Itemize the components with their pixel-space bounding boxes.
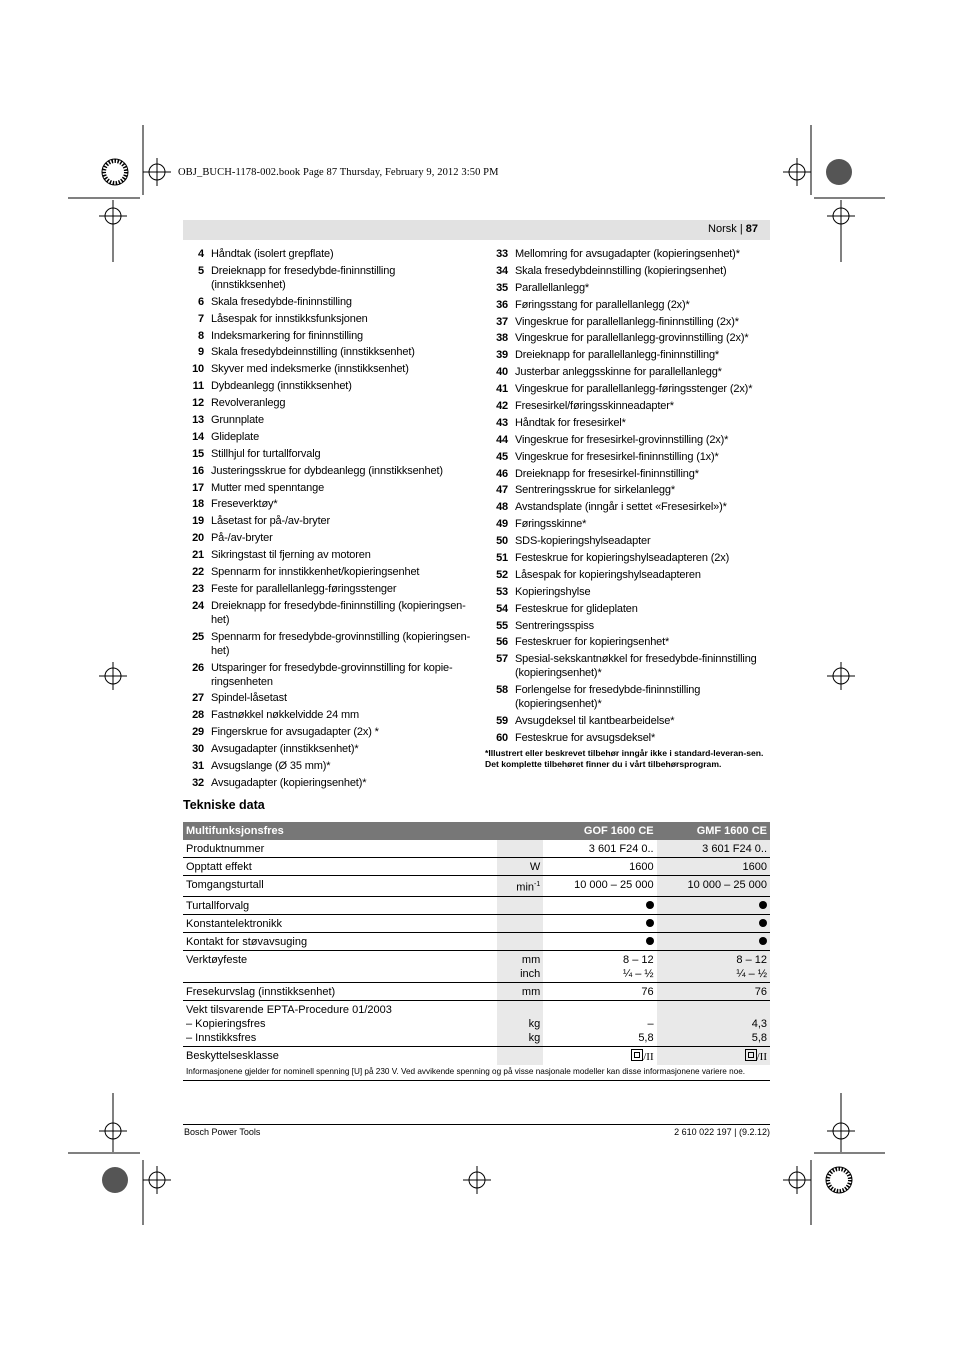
item-number: 43 bbox=[496, 416, 508, 429]
item-number: 9 bbox=[198, 346, 204, 359]
list-item bbox=[181, 464, 471, 478]
list-item bbox=[485, 467, 775, 481]
page-header: Norsk | 87 bbox=[708, 223, 758, 235]
bullet-icon bbox=[646, 901, 654, 909]
item-text: Mutter med spenntange bbox=[211, 481, 325, 494]
item-number: 20 bbox=[192, 532, 204, 545]
item-text: Glideplate bbox=[211, 430, 260, 443]
item-number: 11 bbox=[192, 380, 204, 393]
item-text: Låsespak for kopieringshylseadapteren bbox=[515, 568, 701, 581]
item-text: Vingeskrue for fresesirkel-grovinnstilling (2x)* bbox=[515, 433, 729, 446]
list-item bbox=[485, 365, 775, 379]
header-label: Multifunksjonsfres bbox=[183, 822, 497, 840]
value-b: 5,8 bbox=[638, 1031, 654, 1044]
row-unit bbox=[497, 840, 543, 858]
list-item bbox=[181, 742, 471, 756]
row-value-1: 1600 bbox=[543, 858, 656, 876]
list-item bbox=[485, 568, 775, 582]
item-number: 53 bbox=[496, 585, 508, 598]
row-value-2 bbox=[657, 914, 770, 932]
unit-inch: inch bbox=[520, 967, 541, 980]
item-number: 45 bbox=[496, 450, 508, 463]
row-label: Fresekurvslag (innstikksenhet) bbox=[183, 982, 497, 1000]
row-value-2 bbox=[657, 896, 770, 914]
item-number: 5 bbox=[198, 264, 204, 277]
list-item bbox=[181, 725, 471, 739]
row-value-2 bbox=[657, 1000, 770, 1046]
footnote: *Illustrert eller beskrevet tilbehør inngår ikke i standard-leveran-sen. Det komplette tilbehøret finner du i vårt tilbehørsprogram. bbox=[485, 747, 764, 770]
item-number: 27 bbox=[192, 692, 204, 705]
item-text: Skala fresedybde-fininnstilling bbox=[211, 295, 352, 308]
list-item bbox=[181, 264, 471, 292]
item-number: 19 bbox=[192, 515, 204, 528]
item-text: Avsugdeksel til kantbearbeidelse* bbox=[515, 715, 675, 728]
table-row bbox=[183, 914, 770, 932]
parts-list-right bbox=[485, 247, 775, 771]
item-text: Håndtak (isolert grepflate) bbox=[211, 248, 334, 260]
row-value-1 bbox=[543, 896, 656, 914]
item-number: 22 bbox=[192, 566, 204, 579]
row-value-2: 76 bbox=[657, 982, 770, 1000]
weight-label: Vekt tilsvarende EPTA-Procedure 01/2003 bbox=[186, 1003, 392, 1016]
item-number: 26 bbox=[192, 661, 204, 674]
row-unit bbox=[497, 876, 543, 897]
item-text: Vingeskrue for parallellanlegg-fininnstilling (2x)* bbox=[515, 315, 739, 328]
list-item bbox=[181, 447, 471, 461]
value-a: – bbox=[647, 1017, 654, 1030]
list-item bbox=[181, 362, 471, 376]
item-number: 15 bbox=[192, 447, 204, 460]
row-value-2 bbox=[657, 1046, 770, 1065]
item-number: 51 bbox=[496, 552, 508, 565]
item-number: 35 bbox=[496, 281, 508, 294]
item-text: Fresesirkel/føringsskinneadapter* bbox=[515, 400, 674, 413]
row-unit bbox=[497, 896, 543, 914]
item-text: Spesial-sekskantnøkkel for fresedybde-fininnstilling (kopieringsenhet)* bbox=[515, 653, 757, 680]
row-unit bbox=[497, 950, 543, 982]
row-label: Kontakt for støvavsuging bbox=[183, 932, 497, 950]
list-item bbox=[485, 416, 775, 430]
item-number: 49 bbox=[496, 518, 508, 531]
item-text: Håndtak for fresesirkel* bbox=[515, 416, 626, 429]
list-item bbox=[181, 565, 471, 579]
page-header-bar bbox=[183, 220, 770, 240]
item-text: Indeksmarkering for fininnstilling bbox=[211, 329, 364, 342]
item-text: Skala fresedybdeinnstilling (innstikksenhet) bbox=[211, 346, 415, 359]
item-number: 23 bbox=[192, 582, 204, 595]
list-item bbox=[485, 619, 775, 633]
item-number: 55 bbox=[496, 619, 508, 632]
row-label bbox=[183, 1000, 497, 1046]
unit-base: min bbox=[516, 881, 535, 894]
item-text: Låsespak for innstikksfunksjonen bbox=[211, 312, 368, 325]
item-number: 13 bbox=[192, 414, 204, 427]
row-value-1: 76 bbox=[543, 982, 656, 1000]
item-number: 38 bbox=[496, 332, 508, 345]
item-text: Spindel-låsetast bbox=[211, 692, 287, 705]
bullet-icon bbox=[759, 919, 767, 927]
item-text: Fingerskrue for avsugadapter (2x) * bbox=[211, 726, 379, 739]
list-item bbox=[485, 635, 775, 649]
row-label: Opptatt effekt bbox=[183, 858, 497, 876]
item-text: Fastnøkkel nøkkelvidde 24 mm bbox=[211, 709, 360, 722]
list-item bbox=[485, 483, 775, 497]
list-item bbox=[181, 430, 471, 444]
item-number: 42 bbox=[496, 400, 508, 413]
list-item bbox=[181, 312, 471, 326]
item-text: Dreieknapp for fresesirkel-fininnstilling* bbox=[515, 467, 699, 480]
list-item bbox=[181, 247, 471, 261]
header-unit bbox=[497, 822, 543, 840]
item-text: Føringsskinne* bbox=[515, 518, 587, 531]
item-number: 6 bbox=[198, 295, 204, 308]
list-item bbox=[181, 599, 471, 627]
row-unit bbox=[497, 914, 543, 932]
item-number: 7 bbox=[198, 312, 204, 325]
item-text: Dybdeanlegg (innstikksenhet) bbox=[211, 380, 352, 393]
unit-1: kg bbox=[528, 1017, 541, 1030]
list-item bbox=[181, 531, 471, 545]
protection-class-icon bbox=[631, 1049, 643, 1061]
list-item bbox=[485, 534, 775, 548]
item-number: 37 bbox=[496, 315, 508, 328]
row-value-2: 3 601 F24 0.. bbox=[657, 840, 770, 858]
row-label: Konstantelektronikk bbox=[183, 914, 497, 932]
value-mm: 8 – 12 bbox=[736, 953, 767, 966]
item-number: 52 bbox=[496, 568, 508, 581]
table-row bbox=[183, 896, 770, 914]
bullet-icon bbox=[759, 937, 767, 945]
row-unit: mm bbox=[497, 982, 543, 1000]
page-number: 87 bbox=[745, 223, 758, 235]
class-value: /II bbox=[756, 1050, 767, 1063]
item-number: 46 bbox=[496, 467, 508, 480]
row-value-1 bbox=[543, 932, 656, 950]
language-label: Norsk bbox=[708, 223, 737, 235]
item-text: Sentreringsskrue for sirkelanlegg* bbox=[515, 484, 675, 497]
item-text: Dreieknapp for fresedybde-fininnstilling (kopieringsen-het) bbox=[211, 599, 466, 626]
list-item bbox=[485, 714, 775, 728]
row-unit bbox=[497, 1046, 543, 1065]
item-text: Avsugadapter (kopieringsenhet)* bbox=[211, 776, 367, 789]
section-title: Tekniske data bbox=[183, 798, 265, 812]
item-text: Parallellanlegg* bbox=[515, 281, 590, 294]
footer-divider bbox=[183, 1124, 770, 1125]
list-item bbox=[485, 652, 775, 680]
item-number: 58 bbox=[496, 684, 508, 697]
item-text: Forlengelse for fresedybde-fininnstilling (kopieringsenhet)* bbox=[515, 684, 701, 711]
item-text: Dreieknapp for fresedybde-fininnstilling (innstikksenhet) bbox=[211, 264, 396, 291]
item-text: Festeskrue for glideplaten bbox=[515, 602, 638, 615]
item-number: 31 bbox=[192, 760, 204, 773]
list-item bbox=[181, 776, 471, 790]
item-number: 40 bbox=[496, 366, 508, 379]
list-item bbox=[485, 281, 775, 295]
item-number: 39 bbox=[496, 349, 508, 362]
weight-sub-1: – Kopieringsfres bbox=[186, 1017, 266, 1030]
weight-sub-2: – Innstikksfres bbox=[186, 1031, 257, 1044]
item-number: 54 bbox=[496, 602, 508, 615]
item-text: Freseverktøy* bbox=[211, 498, 278, 511]
list-item bbox=[485, 331, 775, 345]
item-number: 48 bbox=[496, 501, 508, 514]
parts-list-left bbox=[181, 247, 471, 793]
item-text: Skala fresedybdeinnstilling (kopieringsenhet) bbox=[515, 264, 727, 277]
item-text: På-/av-bryter bbox=[211, 532, 273, 545]
item-text: Vingeskrue for fresesirkel-fininnstilling (1x)* bbox=[515, 450, 719, 463]
row-label: Tomgangsturtall bbox=[183, 876, 497, 897]
list-item bbox=[485, 450, 775, 464]
item-text: Avstandsplate (inngår i settet «Fresesirkel»)* bbox=[515, 501, 727, 514]
item-number: 16 bbox=[192, 464, 204, 477]
item-text: Festeskruer for kopieringsenhet* bbox=[515, 636, 670, 649]
value-inch: ¼ – ½ bbox=[623, 967, 654, 980]
item-text: Sikringstast til fjerning av motoren bbox=[211, 549, 371, 562]
table-row bbox=[183, 950, 770, 982]
list-item bbox=[181, 413, 471, 427]
list-item bbox=[485, 348, 775, 362]
item-text: Spennarm for innstikkenhet/kopieringsenhet bbox=[211, 566, 420, 579]
header-model-1: GOF 1600 CE bbox=[543, 822, 656, 840]
item-text: Føringsstang for parallellanlegg (2x)* bbox=[515, 298, 690, 311]
list-item bbox=[485, 315, 775, 329]
item-number: 34 bbox=[496, 264, 508, 277]
list-item bbox=[485, 264, 775, 278]
item-number: 4 bbox=[198, 248, 204, 260]
footer-right: 2 610 022 197 | (9.2.12) bbox=[674, 1127, 770, 1137]
row-label: Beskyttelsesklasse bbox=[186, 1049, 279, 1062]
item-number: 47 bbox=[496, 484, 508, 497]
list-item bbox=[485, 517, 775, 531]
table-note: Informasjonene gjelder for nominell spenning [U] på 230 V. Ved avvikende spenning og på visse nasjonale modeller kan disse informasjonene variere noe. bbox=[183, 1065, 770, 1081]
list-item bbox=[181, 548, 471, 562]
item-number: 10 bbox=[192, 363, 204, 376]
row-value-2 bbox=[657, 950, 770, 982]
value-mm: 8 – 12 bbox=[623, 953, 654, 966]
item-number: 60 bbox=[496, 732, 508, 745]
item-number: 44 bbox=[496, 433, 508, 446]
item-text: Revolveranlegg bbox=[211, 397, 286, 410]
item-text: Låsetast for på-/av-bryter bbox=[211, 515, 330, 528]
footer-left: Bosch Power Tools bbox=[184, 1127, 261, 1137]
item-number: 41 bbox=[496, 383, 508, 396]
table-row bbox=[183, 982, 770, 1000]
item-number: 29 bbox=[192, 726, 204, 739]
item-number: 21 bbox=[192, 549, 204, 562]
list-item bbox=[485, 731, 775, 745]
list-item bbox=[181, 345, 471, 359]
row-label: Turtallforvalg bbox=[183, 896, 497, 914]
list-item bbox=[181, 329, 471, 343]
list-item bbox=[485, 298, 775, 312]
row-value-1: 3 601 F24 0.. bbox=[543, 840, 656, 858]
table-row bbox=[183, 932, 770, 950]
row-label: Produktnummer bbox=[183, 840, 497, 858]
item-text: Festeskrue for kopieringshylseadapteren (2x) bbox=[515, 552, 730, 565]
list-item bbox=[485, 247, 775, 261]
item-text: Dreieknapp for parallellanlegg-fininnstilling* bbox=[515, 349, 720, 362]
item-number: 28 bbox=[192, 709, 204, 722]
unit-exponent: -1 bbox=[534, 881, 541, 888]
list-item bbox=[181, 630, 471, 658]
item-text: Vingeskrue for parallellanlegg-føringsstenger (2x)* bbox=[515, 383, 753, 396]
list-item bbox=[485, 500, 775, 514]
table-row bbox=[183, 1000, 770, 1046]
list-item bbox=[181, 481, 471, 495]
item-text: Spennarm for fresedybde-grovinnstilling (kopieringsen-het) bbox=[211, 630, 471, 657]
tech-data-table bbox=[183, 822, 770, 1081]
item-text: Mellomring for avsugadapter (kopieringsenhet)* bbox=[515, 248, 740, 260]
item-text: Utsparinger for fresedybde-grovinnstilling for kopie-ringsenheten bbox=[211, 661, 453, 688]
item-number: 18 bbox=[192, 498, 204, 511]
item-text: Festeskrue for avsugsdeksel* bbox=[515, 732, 656, 745]
list-item bbox=[181, 708, 471, 722]
protection-class-icon bbox=[745, 1049, 757, 1061]
item-number: 32 bbox=[192, 776, 204, 789]
table-row bbox=[183, 858, 770, 876]
table-note-row bbox=[183, 1065, 770, 1081]
bullet-icon bbox=[646, 937, 654, 945]
list-item bbox=[485, 602, 775, 616]
item-number: 12 bbox=[192, 397, 204, 410]
value-inch: ¼ – ½ bbox=[736, 967, 767, 980]
list-item bbox=[181, 759, 471, 773]
item-text: Avsugslange (Ø 35 mm)* bbox=[211, 760, 331, 773]
book-header: OBJ_BUCH-1178-002.book Page 87 Thursday, February 9, 2012 3:50 PM bbox=[178, 167, 499, 178]
row-value-1 bbox=[543, 1000, 656, 1046]
list-item bbox=[485, 382, 775, 396]
item-text: Justeringsskrue for dybdeanlegg (innstikksenhet) bbox=[211, 464, 443, 477]
item-number: 30 bbox=[192, 743, 204, 756]
row-value-1 bbox=[543, 1046, 656, 1065]
list-item bbox=[181, 396, 471, 410]
row-value-2 bbox=[657, 932, 770, 950]
row-label: Verktøyfeste bbox=[183, 950, 497, 982]
bullet-icon bbox=[646, 919, 654, 927]
item-text: Stillhjul for turtallforvalg bbox=[211, 447, 321, 460]
list-item bbox=[181, 582, 471, 596]
table-header-row bbox=[183, 822, 770, 840]
item-text: Feste for parallellanlegg-føringsstenger bbox=[211, 582, 397, 595]
item-text: Skyver med indeksmerke (innstikksenhet) bbox=[211, 363, 409, 376]
row-value-1 bbox=[543, 914, 656, 932]
list-item bbox=[181, 497, 471, 511]
item-number: 56 bbox=[496, 636, 508, 649]
row-unit: W bbox=[497, 858, 543, 876]
list-item bbox=[181, 379, 471, 393]
item-text: Grunnplate bbox=[211, 414, 264, 427]
item-number: 14 bbox=[192, 430, 204, 443]
item-number: 36 bbox=[496, 298, 508, 311]
row-value-2: 1600 bbox=[657, 858, 770, 876]
item-text: Justerbar anleggsskinne for parallellanlegg* bbox=[515, 366, 722, 379]
row-value-1 bbox=[543, 950, 656, 982]
list-item bbox=[485, 433, 775, 447]
item-number: 33 bbox=[496, 248, 508, 260]
row-unit bbox=[497, 932, 543, 950]
list-item bbox=[181, 691, 471, 705]
list-item bbox=[485, 399, 775, 413]
bullet-icon bbox=[759, 901, 767, 909]
list-item bbox=[485, 551, 775, 565]
table-row bbox=[183, 840, 770, 858]
item-number: 57 bbox=[496, 653, 508, 666]
item-number: 24 bbox=[192, 599, 204, 612]
item-text: Vingeskrue for parallellanlegg-grovinnstilling (2x)* bbox=[515, 332, 749, 345]
list-item bbox=[181, 514, 471, 528]
row-value-1: 10 000 – 25 000 bbox=[543, 876, 656, 897]
item-number: 25 bbox=[192, 630, 204, 643]
item-text: SDS-kopieringshylseadapter bbox=[515, 535, 651, 548]
unit-2: kg bbox=[528, 1031, 541, 1044]
list-item bbox=[485, 585, 775, 599]
list-item bbox=[485, 683, 775, 711]
header-model-2: GMF 1600 CE bbox=[657, 822, 770, 840]
item-number: 17 bbox=[192, 481, 204, 494]
value-b: 5,8 bbox=[751, 1031, 767, 1044]
item-number: 8 bbox=[198, 329, 204, 342]
item-text: Sentreringsspiss bbox=[515, 619, 594, 632]
row-unit bbox=[497, 1000, 543, 1046]
list-item bbox=[181, 295, 471, 309]
unit-mm: mm bbox=[521, 953, 541, 966]
item-number: 50 bbox=[496, 535, 508, 548]
table-row bbox=[183, 1046, 770, 1065]
list-item bbox=[181, 661, 471, 689]
row-value-2: 10 000 – 25 000 bbox=[657, 876, 770, 897]
table-row bbox=[183, 876, 770, 897]
item-text: Kopieringshylse bbox=[515, 585, 591, 598]
item-number: 59 bbox=[496, 715, 508, 728]
class-value: /II bbox=[643, 1050, 654, 1063]
value-a: 4,3 bbox=[751, 1017, 767, 1030]
item-text: Avsugadapter (innstikksenhet)* bbox=[211, 743, 359, 756]
